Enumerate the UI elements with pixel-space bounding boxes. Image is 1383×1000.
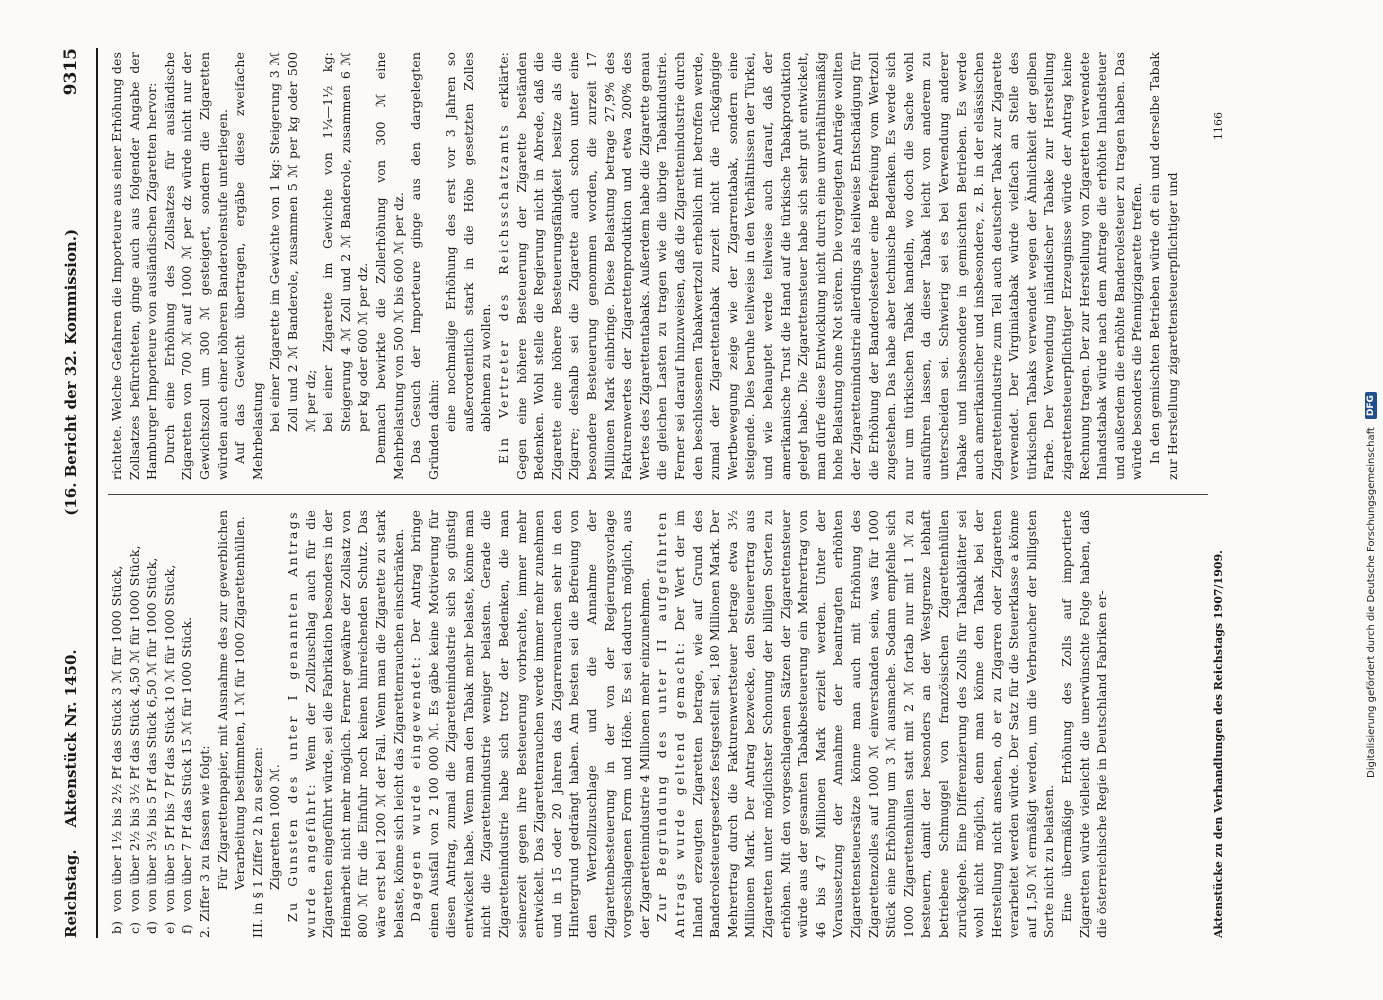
paragraph-text: Der Wert der im Inland erzeugten Zigaretten betrage, wie auf Grund des Banderolesteuergesetzes festgestellt sei, 180 Millionen Mark. Der Mehrertrag durch die Fakturenwertsteuer betrage etwa 3½ Millionen Mark. Der Antrag bezwecke, den Steuerertrag aus Zigaretten unter möglichster Schonung der billigen Sorten zu erhöhen. Mit den vorgeschlagenen Sätzen der Zigarettensteuer würde aus der gesamten Tabakbesteuerung ein Mehrertrag von 46 bis 47 Millionen Mark erzielt werden. Unter der Voraussetzung der Annahme der beantragten erhöhten Zigarettensteuersätze könne man auch mit Erhöhung des Zigarettenzolles auf 1000 ℳ einverstanden sein, was für 1000 Stück eine Erhöhung um 3 ℳ ausmache. Sodann empfehle sich 1000 Zigarettenhüllen statt mit 2 ℳ fortab nur mit 1 ℳ zu besteuern, damit der besonders an der Westgrenze lebhaft betriebene Schmuggel von französischen Zigarettenhüllen zurückgehe. Eine Differenzierung des Zolls für Tabakblätter sei wohl nicht möglich, denn man könne den Tabak bei der Herstellung nicht ansehen, ob er zu Zigarren oder Zigaretten verarbeitet werden würde. Der Satz für die Steuerklasse a könne auf 1,50 ℳ ermäßigt werden, um die Verbraucher der billigsten Sorte nicht zu belasten. [672, 510, 1057, 938]
paragraph [249, 510, 267, 938]
paragraph-text: III. in § 1 Ziffer 2 h zu setzen: [249, 746, 265, 938]
list-item-marker: f) [179, 924, 195, 934]
paragraph-text: 2. Ziffer 3 zu fassen wie folgt: [196, 745, 212, 938]
digitization-note [1361, 8, 1379, 778]
emphasized-lead: Ein Vertreter des Reichsschatzamts [496, 122, 512, 464]
paragraph [1146, 52, 1181, 480]
paragraph-text: Das Gesuch der Importeure ginge aus den dargelegten Gründen dahin: [408, 52, 441, 480]
paragraph [266, 52, 319, 480]
paragraph [1058, 510, 1111, 938]
list-item-marker: d) [144, 920, 160, 934]
paragraph [653, 510, 1058, 938]
page-number: 9315 [61, 48, 81, 96]
paragraph [108, 52, 161, 480]
list-item-text: von über 5 Pf bis 7 Pf das Stück 10 ℳ für 1000 Stück, [161, 564, 177, 912]
list-item-text: von über 7 Pf das Stück 15 ℳ für 1000 Stück. [179, 616, 195, 912]
right-column [108, 52, 1208, 480]
paragraph-text: Eine übermäßige Erhöhung des Zolls auf importierte Zigaretten würde vielleicht die unerwünschte Folge haben, daß die österreichische Regie in Deutschland Fabriken er- [1059, 510, 1110, 938]
emphasized-lead: Zu Gunsten des unter I genannten Antrags wurde angeführt: [284, 510, 318, 938]
paragraph-text: Auf das Gewicht übertragen, ergäbe diese zweifache Mehrbelastung [232, 52, 265, 480]
digitization-note-text: Digitalisierung gefördert durch die Deutsche Forschungsgemeinschaft [1365, 427, 1377, 778]
paragraph-text: Demnach bewirkte die Zollerhöhung von 300 ℳ eine Mehrbelastung von 500 ℳ bis 600 ℳ per dz. [372, 52, 406, 480]
list-item [108, 510, 126, 938]
paragraph-text: Durch eine Erhöhung des Zollsatzes für ausländische Zigaretten von 700 ℳ auf 1000 ℳ per dz würde nicht nur der Gewichtszoll um 300 ℳ gesteigert, sondern die Zigaretten würden auch einer höheren Banderolenstufe unterliegen. [161, 52, 230, 480]
paragraph-text: Wenn der Zollzuschlag auch für die Zigaretten eingeführt würde, sei die Fabrikation besonders in der Heimarbeit nicht mehr möglich. Ferner gewähre der Zollsatz von 800 ℳ für die Einfuhr noch keinen hinreichenden Schutz. Das wäre erst bei 1200 ℳ der Fall. Wenn man die Zigarette zu stark belaste, könne sich leicht das Zigarettenrauchen einschränken. [302, 510, 406, 938]
paragraph-text: Zigaretten 1000 ℳ. [267, 764, 283, 890]
emphasized-lead: Zur Begründung des unter II aufgeführten Antrags wurde geltend gemacht: [654, 510, 687, 938]
paragraph [495, 52, 1146, 480]
list-item [126, 510, 144, 938]
paragraph [319, 52, 372, 480]
paragraph [284, 510, 407, 938]
dfg-logo: DFG [1365, 392, 1377, 419]
left-column [108, 510, 1208, 938]
paragraph [161, 52, 231, 480]
paragraph [214, 510, 249, 938]
paragraph-text: In den gemischten Betrieben würde oft ein und derselbe Tabak zur Herstellung zigarettensteuerpflichtiger und [1147, 52, 1180, 480]
paragraph-text: richtete. Welche Gefahren die Importeure aus einer Erhöhung des Zollsatzes befürchteten, ginge auch aus folgender Angabe der Hamburger Importeure von ausländischen Zigaretten hervor: [109, 52, 160, 480]
page-header [54, 48, 88, 938]
paragraph [407, 52, 442, 480]
list-item-marker: b) [109, 920, 124, 934]
header-document-number: Aktenstück Nr. 1450. [62, 649, 80, 828]
paragraph-text: bei einer Zigarette im Gewichte von 1¼—1½ kg: Steigerung 4 ℳ Zoll und 2 ℳ Banderole, zusammen 6 ℳ per kg oder 600 ℳ per dz. [320, 52, 371, 432]
paragraph-text: eine nochmalige Erhöhung des erst vor 3 Jahren so außerordentlich stark in die Höhe gesetzten Zolles ablehnen zu wollen. [443, 52, 494, 432]
header-left [62, 649, 80, 938]
list-item-marker: c) [126, 921, 142, 934]
list-item-text: von über 2½ bis 3½ Pf das Stück 4,50 ℳ für 1000 Stück, [126, 545, 142, 912]
paragraph-text: erklärte: Gegen eine höhere Besteuerung der Zigarette beständen Bedenken. Wohl stelle die Regierung nicht in Abrede, daß die Zigarette eine höhere Besteuerungsfähigkeit besitze als die Zigarre; deshalb sei die Zigarette auch schon unter eine besondere Besteuerung genommen worden, die zurzeit 17 Millionen Mark einbringe. Diese Belastung betrage 27,9% des Fakturenwertes der Zigarettenproduktion und etwa 200% des Wertes des Zigarettentabaks. Außerdem habe die Zigarette genau die gleichen Lasten zu tragen wie die übrige Tabakindustrie. Ferner sei darauf hinzuweisen, daß die Zigarettenindustrie durch den beschlossenen Tabakwertzoll erheblich mit betroffen werde, zumal der Zigarettentabak zurzeit nicht die rückgängige Wertbewegung zeige wie der Zigarrentabak, sondern eine steigende. Dies beruhe teilweise in den Verhältnissen der Türkei, und wie behauptet werde teilweise auch darauf, daß der amerikanische Trust die Hand auf die türkische Tabakproduktion gelegt habe. Die Zigarettensteuer habe sich sehr gut entwickelt, man dürfe diese Entwicklung nicht durch eine unverhältnismäßig hohe Belastung ohne Not stören. Die vorgelegten Anträge wollten der Zigarettenindustrie allerdings als teilweise Entschädigung für die Erhöhung der Banderolesteuer eine Befreiung vom Wertzoll zugestehen. Das habe aber technische Bedenken. Es werde sich nur um türkischen Tabak handeln, wo doch die Sache wohl ausführen lassen, da dieser Tabak leicht von anderem zu unterscheiden sei. Schwierig sei es bei Verwendung anderer Tabake und insbesondere in gemischten Betrieben. Es werde auch amerikanischer und insbesondere, z. B. in der elsässischen Zigarettenindustrie zum Teil auch deutscher Tabak zur Zigarette verwendet. Der Virginiatabak würde vielfach an Stelle des türkischen Tabaks verwendet wegen der Ähnlichkeit der gelben Farbe. Der Verwendung inländischer Tabake zur Herstellung zigarettensteuerpflichtiger Erzeugnisse würde der Antrag keine Rechnung tragen. Der zur Herstellung von Zigaretten verwendete Inlandstabak würde nach dem Antrage die erhöhte Inlandsteuer und außerdem die erhöhte Banderolesteuer zu tragen haben. Das würde besonders die Pfennigzigarette treffen. [496, 52, 1145, 480]
header-title: Reichstag. [62, 849, 80, 938]
emphasized-lead: Dagegen wurde eingewendet: [408, 654, 424, 922]
paragraph [231, 52, 266, 480]
paragraph-text: Der Antrag bringe einen Ausfall von 2 100 000 ℳ. Es gäbe keine Motivierung für diesen Antrag, zumal die Zigarettenindustrie sich so günstig entwickelt habe. Wenn man den Tabak mehr belaste, könne man nicht die Zigarettenindustrie weniger belasten. Gerade die Zigarettenindustrie habe sich trotz der Bedenken, die man seinerzeit gegen ihre Besteuerung vorbrachte, immer mehr entwickelt. Das Zigarettenrauchen werde immer mehr zunehmen und in 15 oder 20 Jahren das Zigarrenrauchen sehr in den Hintergrund gedrängt haben. Am besten sei die Befreiung von den Wertzollzuschlage und die Annahme der Zigarettenbesteuerung in der von der Regierungsvorlage vorgeschlagenen Form und Höhe. Es sei dadurch möglich, aus der Zigarettenindustrie 4 Millionen mehr einzunehmen. [408, 510, 652, 938]
paragraph-text: Für Zigarettenpapier, mit Ausnahme des zur gewerblichen Verarbeitung bestimmten, 1 ℳ für 1000 Zigarettenhüllen. [214, 510, 248, 890]
header-rule [96, 48, 98, 938]
list-item-text: von über 3½ bis 5 Pf das Stück 6,50 ℳ für 1000 Stück, [144, 557, 160, 912]
paragraph-text: bei einer Zigarette im Gewichte von 1 kg: Steigerung 3 ℳ Zoll und 2 ℳ Banderole, zusammen 5 ℳ per kg oder 500 ℳ per dz; [267, 52, 318, 432]
paragraph [407, 510, 653, 938]
paragraph [372, 52, 407, 480]
paragraph [442, 52, 495, 480]
footer-number: 1166 [1212, 112, 1225, 140]
list-item [143, 510, 161, 938]
list-item [178, 510, 196, 938]
list-item-marker: e) [161, 921, 177, 934]
paragraph [196, 510, 214, 938]
footer-source: Aktenstücke zu den Verhandlungen des Reichstags 1907/1909. [1212, 550, 1225, 938]
paragraph [266, 510, 284, 938]
header-report: (16. Bericht der 32. Kommission.) [62, 228, 80, 516]
column-divider [108, 494, 1208, 495]
list-item-text: von über 1½ bis 2½ Pf das Stück 3 ℳ für 1000 Stück, [109, 565, 124, 912]
list-item [161, 510, 179, 938]
